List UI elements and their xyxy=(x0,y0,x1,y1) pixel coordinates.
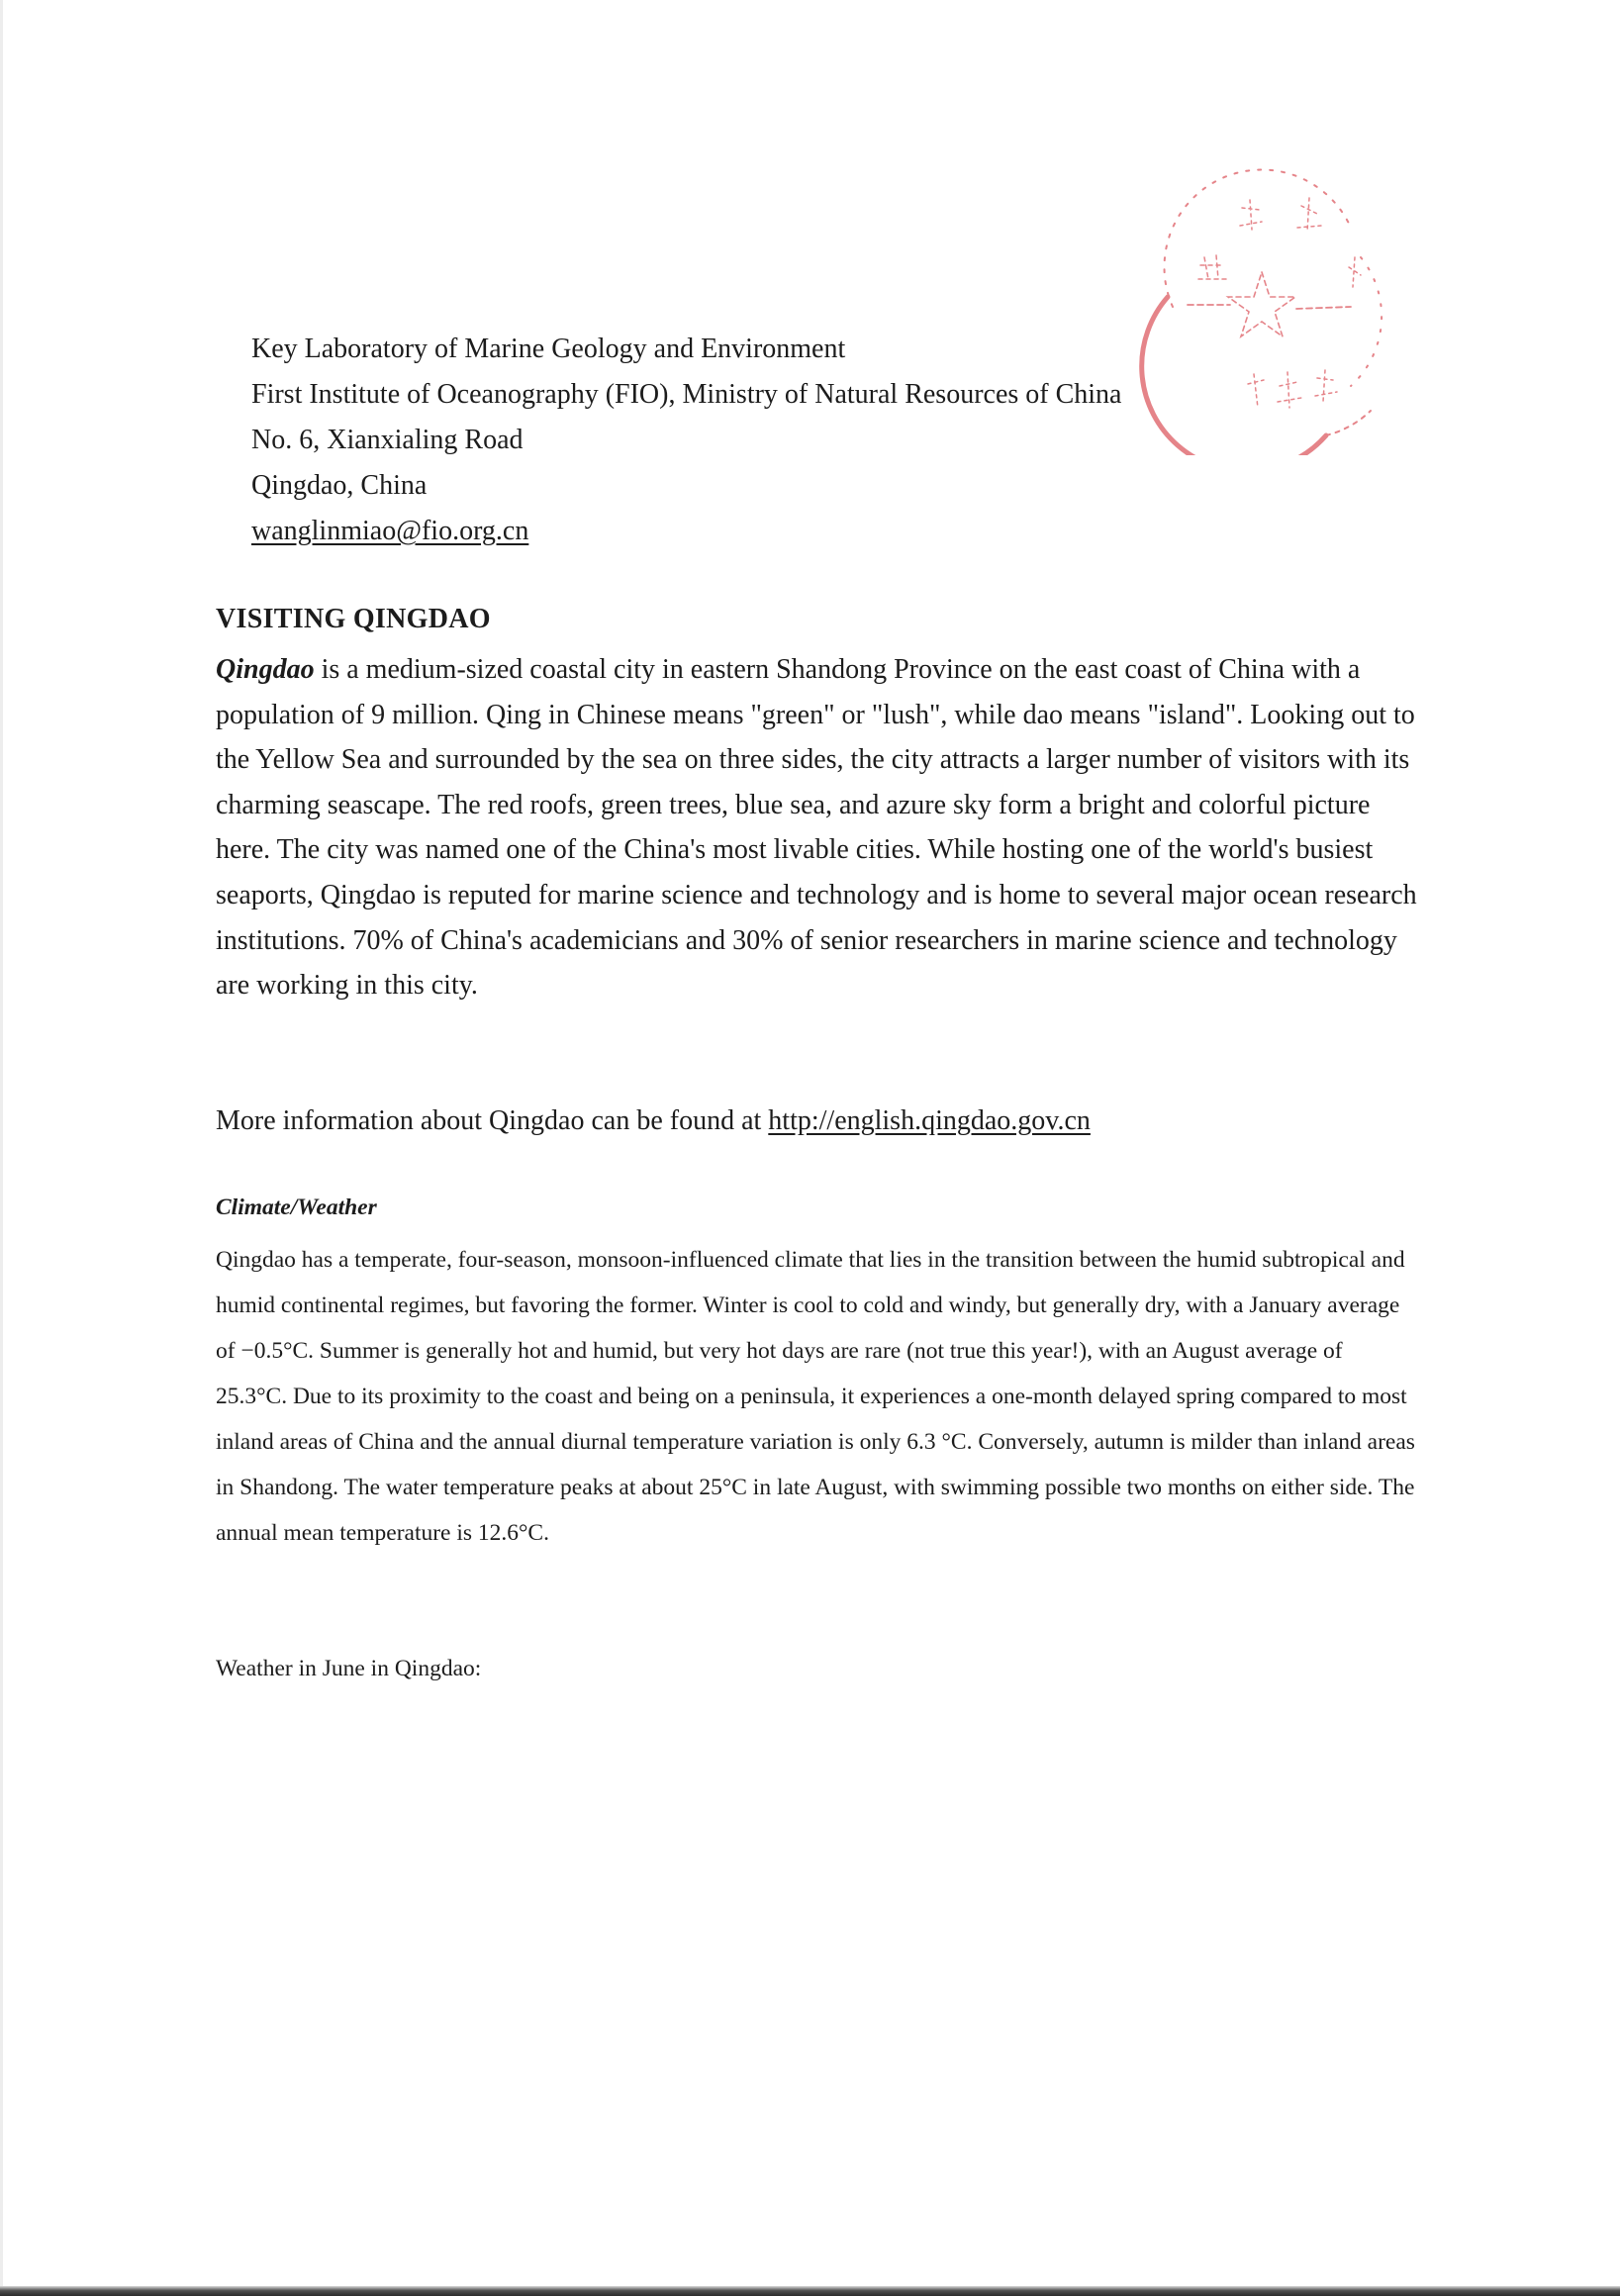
contact-email-link[interactable]: wanglinmiao@fio.org.cn xyxy=(251,516,529,546)
address-line-street: No. 6, Xianxialing Road xyxy=(251,425,524,455)
climate-heading: Climate/Weather xyxy=(216,1195,377,1220)
qingdao-website-link[interactable]: http://english.qingdao.gov.cn xyxy=(768,1105,1091,1136)
scan-edge-bottom xyxy=(0,2286,1620,2296)
weather-june-label: Weather in June in Qingdao: xyxy=(216,1656,482,1681)
address-line-organization: First Institute of Oceanography (FIO), Ministry of Natural Resources of China xyxy=(251,379,1122,410)
scan-edge-left xyxy=(0,0,3,2296)
visiting-body-text: is a medium-sized coastal city in eastern Shandong Province on the east coast of China with a population of 9 million. Qing in Chinese means "green" or "lush", while dao means "island". Looking out to the Yellow Sea and surrounded by the sea on three sides, the city attracts a larger number of visitors with its charming seascape. The red roofs, green trees, blue sea, and azure sky form a bright and colorful picture here. The city was named one of the China's most livable cities. While hosting one of the world's busiest seaports, Qingdao is reputed for marine science and technology and is home to several major ocean research institutions. 70% of China's academicians and 30% of senior researchers in marine science and technology are working in this city. xyxy=(216,654,1417,1002)
stamp-ring-bottom xyxy=(1142,297,1326,455)
climate-body-text: Qingdao has a temperate, four-season, monsoon-influenced climate that lies in the transition between the humid subtropical and humid continental regimes, but favoring the former. Winter is cool to cold and windy, but generally dry, with a January average of −0.5°C. Summer is generally hot and humid, but very hot days are rare (not true this year!), with an August average of 25.3°C. Due to its proximity to the coast and being on a peninsula, it experiences a one-month delayed spring compared to most inland areas of China and the annual diurnal temperature variation is only 6.3 °C. Conversely, autumn is milder than inland areas in Shandong. The water temperature peaks at about 25°C in late August, with swimming possible two months on either side. The annual mean temperature is 12.6°C. xyxy=(216,1247,1415,1546)
visiting-lead-word: Qingdao xyxy=(216,654,315,685)
more-info-text: More information about Qingdao can be found at xyxy=(216,1105,769,1136)
address-line-institute: Key Laboratory of Marine Geology and Environment xyxy=(251,334,846,364)
address-block xyxy=(251,327,1121,554)
stamp-star xyxy=(1228,272,1295,336)
more-info-line xyxy=(216,1100,1091,1142)
stamp-ring-right xyxy=(1351,257,1382,386)
institution-stamp xyxy=(1113,148,1420,455)
address-line-city: Qingdao, China xyxy=(251,470,428,501)
climate-paragraph xyxy=(216,1237,1418,1556)
stamp-ring-bottom-right xyxy=(1326,411,1371,435)
visiting-paragraph xyxy=(216,647,1418,1008)
section-title-visiting: VISITING QINGDAO xyxy=(216,604,491,634)
